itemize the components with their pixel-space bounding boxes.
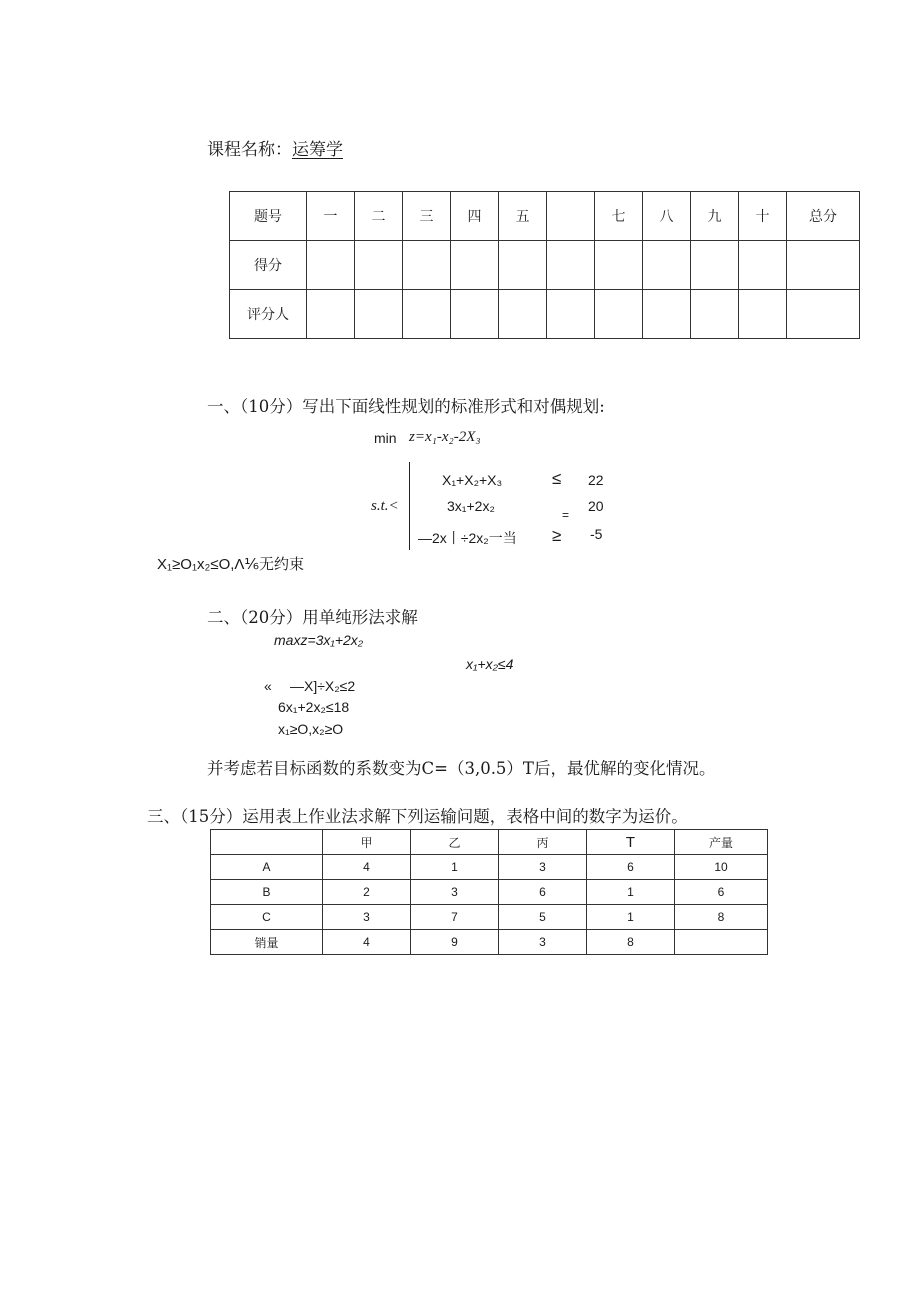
score-total-cell xyxy=(787,241,860,290)
transport-row-label: 销量 xyxy=(211,930,323,955)
score-cell xyxy=(451,241,499,290)
score-row-label: 评分人 xyxy=(230,290,307,339)
transport-header-cell: 乙 xyxy=(411,830,499,855)
transport-cost-cell: 5 xyxy=(499,905,587,930)
course-name: 运筹学 xyxy=(292,140,343,160)
q2-constraint-brace: « xyxy=(264,678,272,694)
score-cell xyxy=(595,241,643,290)
score-cell xyxy=(691,241,739,290)
score-cell xyxy=(499,241,547,290)
transport-cost-cell: 2 xyxy=(323,880,411,905)
score-cell: 一 xyxy=(307,192,355,241)
score-cell: 四 xyxy=(451,192,499,241)
q2-constraint-3: 6x₁+2x₂≤18 xyxy=(278,699,350,715)
q1-constraint-brace xyxy=(409,462,410,550)
transport-demand-cell: 9 xyxy=(411,930,499,955)
score-cell xyxy=(499,290,547,339)
score-row-label: 得分 xyxy=(230,241,307,290)
transport-header-cell: 产量 xyxy=(675,830,768,855)
score-cell: 八 xyxy=(643,192,691,241)
q1-objective: z=x₁-x₂-2X₃ xyxy=(409,429,481,445)
score-cell: 十 xyxy=(739,192,787,241)
score-cell: 三 xyxy=(403,192,451,241)
transport-cost-cell: 4 xyxy=(323,855,411,880)
score-cell: 九 xyxy=(691,192,739,241)
transport-header-cell: 甲 xyxy=(323,830,411,855)
transport-row xyxy=(211,880,768,905)
transport-supply-cell: 6 xyxy=(675,880,768,905)
transport-row xyxy=(211,905,768,930)
score-cell xyxy=(595,290,643,339)
score-cell xyxy=(451,290,499,339)
course-title xyxy=(207,135,343,160)
transport-header-cell xyxy=(211,830,323,855)
score-cell: 二 xyxy=(355,192,403,241)
q1-constraint-2-lhs: 3x₁+2x₂ xyxy=(447,498,495,514)
q2-constraint-4: x₁≥O,x₂≥O xyxy=(278,721,344,737)
q2-constraint-1: x₁+x₂≤4 xyxy=(466,656,514,672)
transport-cost-cell: 1 xyxy=(587,880,675,905)
q1-constraint-1-sign: ≤ xyxy=(552,469,562,488)
transport-cost-cell: 6 xyxy=(587,855,675,880)
q2-followup: 并考虑若目标函数的系数变为C=（3,0.5）T后，最优解的变化情况。 xyxy=(207,759,716,778)
q2-heading: 二、（20分）用单纯形法求解 xyxy=(207,608,418,627)
transport-row-label: C xyxy=(211,905,323,930)
score-cell xyxy=(739,241,787,290)
score-cell xyxy=(643,290,691,339)
transport-demand-row xyxy=(211,930,768,955)
score-cell: 七 xyxy=(595,192,643,241)
transport-cost-cell: 7 xyxy=(411,905,499,930)
score-row-label: 题号 xyxy=(230,192,307,241)
transport-cost-cell: 1 xyxy=(587,905,675,930)
score-cell xyxy=(403,290,451,339)
course-label: 课程名称： xyxy=(207,140,292,160)
transport-supply-cell: 8 xyxy=(675,905,768,930)
q2-objective: maxz=3x₁+2x₂ xyxy=(274,632,364,648)
transport-demand-cell: 3 xyxy=(499,930,587,955)
q1-constraint-3-lhs: —2x丨÷2x₂一当 xyxy=(418,530,517,546)
q2-constraint-2: —X]÷X₂≤2 xyxy=(290,678,356,694)
transport-cost-cell: 1 xyxy=(411,855,499,880)
transport-demand-cell xyxy=(675,930,768,955)
score-cell xyxy=(307,241,355,290)
score-cell xyxy=(355,290,403,339)
transport-cost-cell: 3 xyxy=(411,880,499,905)
score-cell xyxy=(739,290,787,339)
transport-cost-cell: 3 xyxy=(323,905,411,930)
transport-header-cell: T xyxy=(587,830,675,855)
transport-row-label: A xyxy=(211,855,323,880)
transport-cost-cell: 3 xyxy=(499,855,587,880)
transport-cost-cell: 6 xyxy=(499,880,587,905)
q1-constraint-1-lhs: X₁+X₂+X₃ xyxy=(442,472,503,488)
score-row-score xyxy=(230,241,860,290)
q1-constraint-2-sign: = xyxy=(562,508,570,522)
score-cell xyxy=(547,241,595,290)
q1-st-label: s.t.< xyxy=(371,498,399,514)
score-cell: 五 xyxy=(499,192,547,241)
q1-variable-bounds: X₁≥O₁x₂≤O,Λ⅙无约束 xyxy=(157,556,304,573)
score-row-question xyxy=(230,192,860,241)
q1-constraint-1-rhs: 22 xyxy=(588,472,604,488)
q1-heading: 一、（10分）写出下面线性规划的标准形式和对偶规划: xyxy=(207,397,605,416)
score-cell xyxy=(691,290,739,339)
q1-constraint-2-rhs: 20 xyxy=(588,498,604,514)
q1-constraint-3-sign: ≥ xyxy=(552,526,562,545)
score-cell xyxy=(307,290,355,339)
q3-heading: 三、（15分）运用表上作业法求解下列运输问题，表格中间的数字为运价。 xyxy=(147,807,688,826)
score-cell xyxy=(547,290,595,339)
score-cell xyxy=(547,192,595,241)
transport-table xyxy=(210,829,768,955)
score-total-cell: 总分 xyxy=(787,192,860,241)
score-cell xyxy=(355,241,403,290)
transport-row-label: B xyxy=(211,880,323,905)
transport-header-cell: 丙 xyxy=(499,830,587,855)
score-table xyxy=(229,191,860,339)
q1-constraint-3-rhs: -5 xyxy=(590,526,603,542)
score-cell xyxy=(403,241,451,290)
transport-demand-cell: 8 xyxy=(587,930,675,955)
q1-objective-prefix: min xyxy=(374,430,397,446)
score-total-cell xyxy=(787,290,860,339)
transport-row xyxy=(211,855,768,880)
score-row-grader xyxy=(230,290,860,339)
transport-header-row xyxy=(211,830,768,855)
score-cell xyxy=(643,241,691,290)
transport-demand-cell: 4 xyxy=(323,930,411,955)
transport-supply-cell: 10 xyxy=(675,855,768,880)
